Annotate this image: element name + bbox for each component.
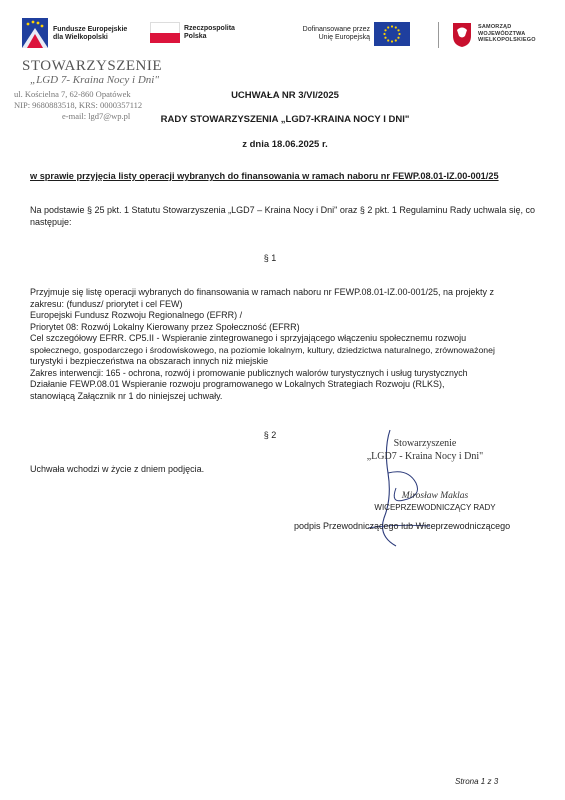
cofinanced-line2: Unię Europejską	[318, 34, 370, 41]
resolution-number: UCHWAŁA NR 3/VI/2025	[231, 90, 339, 101]
cofinanced-logo	[292, 22, 412, 52]
section-1-line: Działanie FEWP.08.01 Wspieranie rozwoju programowanego w Lokalnych Strategiach Rozwoju (RLKS),	[30, 379, 445, 389]
logo-divider	[438, 22, 439, 48]
eu-funds-line1: Fundusze Europejskie	[53, 26, 128, 33]
eu-funds-logo	[22, 16, 134, 54]
section-1-line: turystyki i bezpieczeństwa na obszarach innych niż miejskie	[30, 356, 269, 366]
signature-stamp-name: „LGD7 - Kraina Nocy i Dni"	[366, 451, 484, 462]
poland-flag-icon	[150, 22, 180, 42]
section-1-line: Cel szczegółowy EFRR. CP5.II - Wspieranie zintegrowanego i sprzyjającego włączeniu społecznemu rozwoju	[30, 333, 467, 343]
signature-stamp-org: Stowarzyszenie	[393, 438, 457, 449]
region-logo	[452, 20, 552, 52]
eu-flag-icon	[374, 22, 410, 46]
eu-funds-line2: dla Wielkopolski	[53, 34, 108, 41]
section-1-line: stanowiącą Załącznik nr 1 do niniejszej uchwały.	[30, 390, 223, 401]
stamp-title: STOWARZYSZENIE	[22, 58, 163, 74]
signer-role: WICEPRZEWODNICZĄCY RADY	[374, 503, 496, 512]
region-line3: WIELKOPOLSKIEGO	[478, 37, 536, 43]
rp-logo	[150, 22, 260, 52]
section-2-heading: § 2	[263, 430, 277, 440]
section-1-line: Zakres interwencji: 165 - ochrona, rozwój i promowanie publicznych walorów turystycznych i usług turystycznych	[30, 367, 468, 378]
cofinanced-line1: Dofinansowane przez	[302, 26, 370, 33]
stamp-name: „LGD 7- Kraina Nocy i Dni"	[30, 74, 159, 86]
signature-caption: podpis Przewodniczącego lub Wiceprzewodniczącego	[294, 521, 511, 531]
stamp-email: e-mail: lgd7@wp.pl	[62, 111, 131, 121]
eu-funds-emblem-icon	[22, 18, 48, 48]
resolution-date: z dnia 18.06.2025 r.	[242, 139, 328, 150]
region-line1: SAMORZĄD	[478, 24, 512, 30]
rp-line1: Rzeczpospolita	[184, 25, 235, 32]
region-line2: WOJEWÓDZTWA	[478, 30, 526, 37]
section-1-line: Priorytet 08: Rozwój Lokalny Kierowany przez Społeczność (EFRR)	[30, 321, 300, 332]
resolution-subject: w sprawie przyjęcia listy operacji wybranych do finansowania w ramach naboru nr FEWP.08.01-IZ.00-001/25	[30, 171, 499, 181]
legal-basis: Na podstawie § 25 pkt. 1 Statutu Stowarzyszenia „LGD7 – Kraina Nocy i Dni" oraz § 2 pkt. 1 Regulaminu Rady uchwala się, co następuje:	[30, 205, 535, 227]
stamp-ids: NIP: 9680883518, KRS: 0000357112	[14, 100, 143, 110]
region-coat-of-arms-icon	[452, 22, 472, 48]
signature-block	[300, 428, 550, 558]
page-number: Strona 1 z 3	[455, 777, 499, 786]
resolution-body: RADY STOWARZYSZENIA „LGD7-KRAINA NOCY I DNI"	[160, 114, 410, 125]
section-1-line: Przyjmuje się listę operacji wybranych do finansowania w ramach naboru nr FEWP.08.01-IZ.00-001/25, na projekty z	[30, 287, 495, 297]
section-1-line: Europejski Fundusz Rozwoju Regionalnego (EFRR) /	[30, 310, 243, 320]
rp-line2: Polska	[184, 33, 207, 40]
stamp-address: ul. Kościelna 7, 62-860 Opatówek	[14, 89, 131, 99]
section-1-body	[30, 287, 550, 402]
section-2-body: Uchwała wchodzi w życie z dniem podjęcia.	[30, 464, 205, 474]
section-1-heading: § 1	[263, 253, 277, 263]
signer-name: Mirosław Maklas	[401, 491, 469, 501]
section-1-line: zakresu: (fundusz/ priorytet i cel FEW)	[30, 298, 183, 309]
section-1-line: społecznego, gospodarczego i środowiskowego, na poziomie lokalnym, kultury, dziedzictwa naturalnego, zrównoważonej	[30, 344, 495, 355]
